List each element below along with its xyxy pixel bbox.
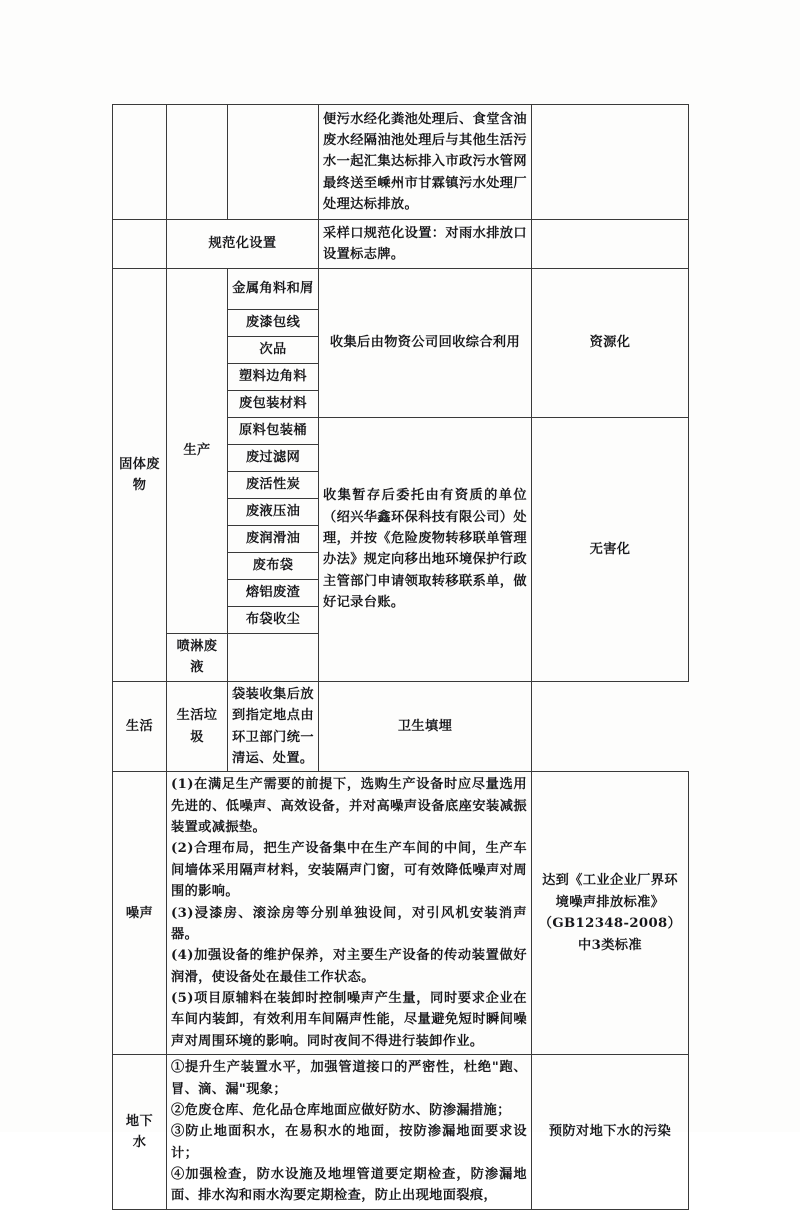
cell-domestic-measure: 袋装收集后放到指定地点由环卫部门统一清运、处置。 [228,681,319,772]
cell-waste-item: 熔铝废渣 [228,580,319,607]
cell-category-blank-2 [113,220,167,269]
cell-waste-item: 废液压油 [228,499,319,526]
cell-waste-item: 原料包装桶 [228,418,319,445]
cell-source-domestic: 生活 [113,681,167,772]
groundwater-measure-line: ①提升生产装置水平，加强管道接口的严密性，杜绝"跑、冒、滴、漏"现象； [171,1060,527,1097]
cell-category-noise: 噪声 [113,772,167,1055]
cell-waste-item: 布袋收尘 [228,607,319,634]
noise-measure-line: (2)合理布局，把生产设备集中在生产车间的中间，生产车间墙体采用隔声材料，安装隔声门窗，可有效降低噪声对周围的影响。 [171,841,527,900]
cell-item-blank [228,105,319,220]
groundwater-measure-line: ④加强检查，防水设施及地埋管道要定期检查，防渗漏地面、排水沟和雨水沟要定期检查，防止出现地面裂痕， [171,1167,527,1204]
cell-waste-item: 废润滑油 [228,526,319,553]
cell-waste-item: 废布袋 [228,553,319,580]
table-row-solid-waste-1 [113,269,689,310]
cell-noise-measures [167,772,532,1055]
cell-hazard-measure: 收集暂存后委托由有资质的单位（绍兴华鑫环保科技有限公司）处理，并按《危险废物转移联单管理办法》规定向移出地环境保护行政主管部门申请领取转移联系单，做好记录台账。 [319,418,532,682]
table-row-noise [113,772,689,1055]
cell-waste-item: 金属角料和屑 [228,269,319,310]
noise-measure-line: (4)加强设备的维护保养，对主要生产设备的传动装置做好润滑，使设备处在最佳工作状态。 [171,948,527,985]
cell-hazard-goal: 无害化 [532,418,689,682]
cell-waste-item: 废活性炭 [228,472,319,499]
groundwater-measure-line: ③防止地面积水，在易积水的地面，按防渗漏地面要求设计； [171,1124,527,1161]
groundwater-label-text: 地下水 [125,1113,154,1150]
cell-waste-item: 喷淋废液 [167,634,228,682]
cell-noise-goal: 达到《工业企业厂界环境噪声排放标准》（GB12348-2008）中3类标准 [532,772,689,1055]
cell-category-solid-waste: 固体废物 [113,269,167,682]
table-row-domestic-waste [113,681,689,772]
cell-waste-item: 废包装材料 [228,391,319,418]
cell-recycle-goal: 资源化 [532,269,689,418]
cell-recycle-measure: 收集后由物资公司回收综合利用 [319,269,532,418]
cell-standardized-setup-label: 规范化设置 [167,220,319,269]
groundwater-measure-line: ②危废仓库、危化品仓库地面应做好防水、防渗漏措施； [171,1102,511,1118]
cell-domestic-item: 生活垃圾 [167,681,228,772]
document-table-container [112,104,688,1210]
noise-measure-line: (5)项目原辅料在装卸时控制噪声产生量，同时要求企业在车间内装卸，有效利用车间隔声性能，尽量避免短时瞬间噪声对周围环境的影响。同时夜间不得进行装卸作业。 [171,991,527,1049]
cell-source-production: 生产 [167,269,228,634]
cell-domestic-goal: 卫生填埋 [319,681,532,772]
cell-wastewater-measure: 便污水经化粪池处理后、食堂含油废水经隔油池处理后与其他生活污水一起汇集达标排入市政污水管网最终送至嵊州市甘霖镇污水处理厂处理达标排放。 [319,105,532,220]
table-row-wastewater-continuation [113,105,689,220]
cell-standardized-setup-measure: 采样口规范化设置：对雨水排放口设置标志牌。 [319,220,532,269]
cell-waste-item: 废过滤网 [228,445,319,472]
table-row-standardized-setup [113,220,689,269]
cell-source-blank [167,105,228,220]
cell-waste-item: 次品 [228,337,319,364]
cell-groundwater-goal: 预防对地下水的污染 [532,1055,689,1210]
cell-standardized-setup-goal [532,220,689,269]
cell-waste-item: 塑料边角料 [228,364,319,391]
cell-category-blank [113,105,167,220]
noise-measure-line: (3)浸漆房、滚涂房等分别单独设间，对引风机安装消声器。 [171,905,527,942]
noise-measure-line: (1)在满足生产需要的前提下，选购生产设备时应尽量选用先进的、低噪声、高效设备，并对高噪声设备底座安装减振装置或减振垫。 [171,777,527,835]
cell-wastewater-goal [532,105,689,220]
cell-waste-item: 废漆包线 [228,310,319,337]
pollution-control-table [112,104,689,1210]
